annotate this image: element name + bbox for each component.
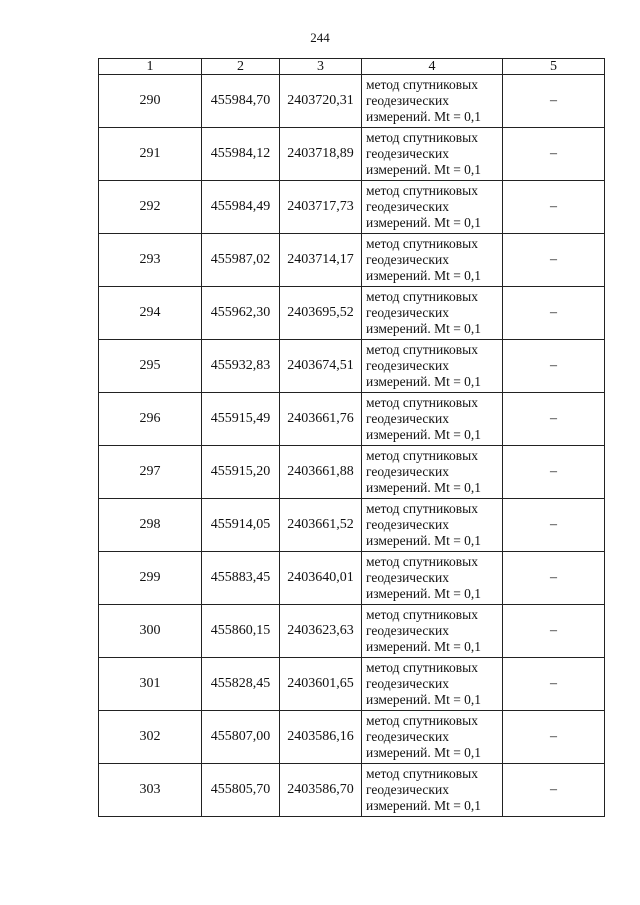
coordinate-x-cell: 455984,49 <box>202 181 280 234</box>
point-number-cell: 296 <box>99 393 202 446</box>
table-row <box>99 499 605 552</box>
table-row <box>99 552 605 605</box>
note-cell: – <box>503 764 605 817</box>
coordinate-y-cell: 2403661,52 <box>280 499 362 552</box>
coordinate-x-cell: 455987,02 <box>202 234 280 287</box>
point-number-cell: 295 <box>99 340 202 393</box>
coordinate-y-cell: 2403695,52 <box>280 287 362 340</box>
note-cell: – <box>503 499 605 552</box>
coordinate-y-cell: 2403623,63 <box>280 605 362 658</box>
coordinate-y-cell: 2403640,01 <box>280 552 362 605</box>
table-body <box>99 75 605 817</box>
coordinate-x-cell: 455915,49 <box>202 393 280 446</box>
coordinate-x-cell: 455860,15 <box>202 605 280 658</box>
method-cell: метод спутниковых геодезических измерений. Mt = 0,1 <box>362 340 503 393</box>
page-number: 244 <box>310 30 330 45</box>
coordinate-x-cell: 455932,83 <box>202 340 280 393</box>
note-cell: – <box>503 711 605 764</box>
coordinate-y-cell: 2403720,31 <box>280 75 362 128</box>
table-row <box>99 128 605 181</box>
table-row <box>99 340 605 393</box>
coordinate-y-cell: 2403661,76 <box>280 393 362 446</box>
table-row <box>99 287 605 340</box>
note-cell: – <box>503 552 605 605</box>
table-row <box>99 234 605 287</box>
coordinate-x-cell: 455883,45 <box>202 552 280 605</box>
note-cell: – <box>503 658 605 711</box>
coordinates-table <box>98 58 605 817</box>
coordinate-y-cell: 2403717,73 <box>280 181 362 234</box>
table-row <box>99 393 605 446</box>
table-row <box>99 711 605 764</box>
note-cell: – <box>503 287 605 340</box>
coordinate-x-cell: 455915,20 <box>202 446 280 499</box>
table-row <box>99 764 605 817</box>
method-cell: метод спутниковых геодезических измерений. Mt = 0,1 <box>362 75 503 128</box>
method-cell: метод спутниковых геодезических измерений. Mt = 0,1 <box>362 181 503 234</box>
coordinate-y-cell: 2403674,51 <box>280 340 362 393</box>
note-cell: – <box>503 393 605 446</box>
method-cell: метод спутниковых геодезических измерений. Mt = 0,1 <box>362 446 503 499</box>
point-number-cell: 293 <box>99 234 202 287</box>
note-cell: – <box>503 446 605 499</box>
method-cell: метод спутниковых геодезических измерений. Mt = 0,1 <box>362 711 503 764</box>
coordinate-x-cell: 455805,70 <box>202 764 280 817</box>
coordinate-y-cell: 2403718,89 <box>280 128 362 181</box>
coordinate-y-cell: 2403601,65 <box>280 658 362 711</box>
table-row <box>99 181 605 234</box>
coordinate-x-cell: 455807,00 <box>202 711 280 764</box>
point-number-cell: 299 <box>99 552 202 605</box>
coordinate-x-cell: 455984,70 <box>202 75 280 128</box>
point-number-cell: 294 <box>99 287 202 340</box>
point-number-cell: 302 <box>99 711 202 764</box>
note-cell: – <box>503 75 605 128</box>
table-row <box>99 75 605 128</box>
note-cell: – <box>503 234 605 287</box>
method-cell: метод спутниковых геодезических измерений. Mt = 0,1 <box>362 499 503 552</box>
point-number-cell: 300 <box>99 605 202 658</box>
column-header-5: 5 <box>503 59 605 75</box>
coordinate-x-cell: 455828,45 <box>202 658 280 711</box>
method-cell: метод спутниковых геодезических измерений. Mt = 0,1 <box>362 234 503 287</box>
point-number-cell: 298 <box>99 499 202 552</box>
table-row <box>99 605 605 658</box>
method-cell: метод спутниковых геодезических измерений. Mt = 0,1 <box>362 287 503 340</box>
note-cell: – <box>503 181 605 234</box>
point-number-cell: 301 <box>99 658 202 711</box>
table-row <box>99 658 605 711</box>
method-cell: метод спутниковых геодезических измерений. Mt = 0,1 <box>362 552 503 605</box>
coordinate-x-cell: 455962,30 <box>202 287 280 340</box>
method-cell: метод спутниковых геодезических измерений. Mt = 0,1 <box>362 658 503 711</box>
coordinate-y-cell: 2403714,17 <box>280 234 362 287</box>
method-cell: метод спутниковых геодезических измерений. Mt = 0,1 <box>362 764 503 817</box>
coordinate-y-cell: 2403661,88 <box>280 446 362 499</box>
point-number-cell: 292 <box>99 181 202 234</box>
point-number-cell: 291 <box>99 128 202 181</box>
point-number-cell: 303 <box>99 764 202 817</box>
coordinate-y-cell: 2403586,16 <box>280 711 362 764</box>
coordinate-x-cell: 455914,05 <box>202 499 280 552</box>
method-cell: метод спутниковых геодезических измерений. Mt = 0,1 <box>362 128 503 181</box>
note-cell: – <box>503 605 605 658</box>
coordinate-y-cell: 2403586,70 <box>280 764 362 817</box>
column-header-3: 3 <box>280 59 362 75</box>
coordinate-x-cell: 455984,12 <box>202 128 280 181</box>
column-header-2: 2 <box>202 59 280 75</box>
method-cell: метод спутниковых геодезических измерений. Mt = 0,1 <box>362 393 503 446</box>
point-number-cell: 297 <box>99 446 202 499</box>
method-cell: метод спутниковых геодезических измерений. Mt = 0,1 <box>362 605 503 658</box>
table-row <box>99 446 605 499</box>
column-header-1: 1 <box>99 59 202 75</box>
note-cell: – <box>503 128 605 181</box>
column-header-4: 4 <box>362 59 503 75</box>
table-header-row <box>99 59 605 75</box>
note-cell: – <box>503 340 605 393</box>
point-number-cell: 290 <box>99 75 202 128</box>
